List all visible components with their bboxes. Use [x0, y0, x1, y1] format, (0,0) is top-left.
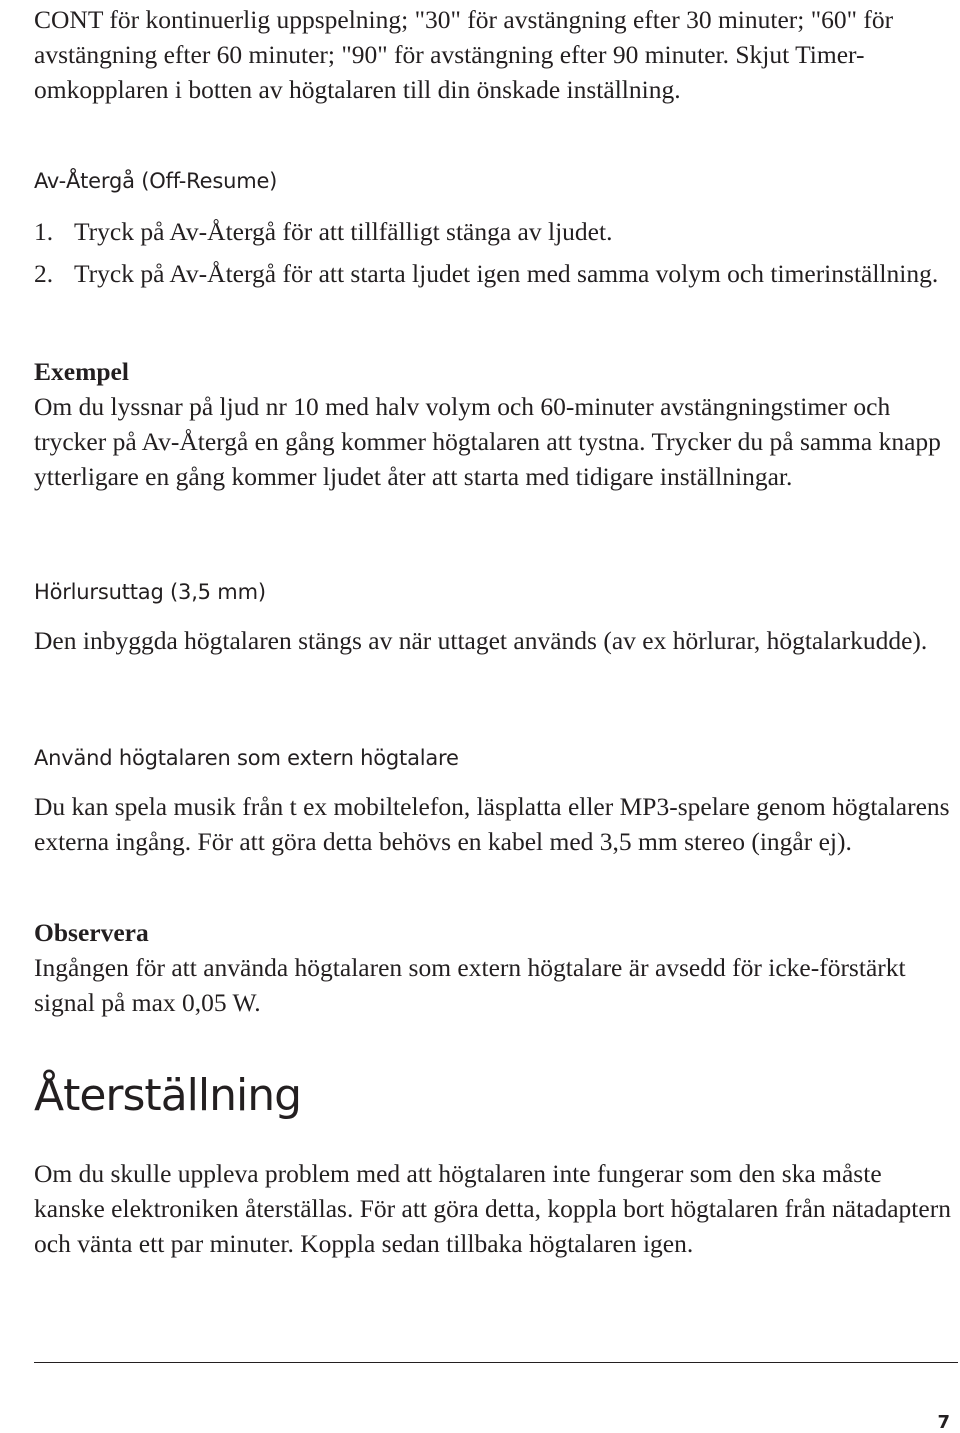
footer-divider [34, 1362, 958, 1363]
note-label: Observera [34, 918, 149, 947]
step-number: 1. [34, 217, 54, 246]
reset-text: Om du skulle uppleva problem med att högtalaren inte fungerar som den ska måste kanske elektroniken återställas. För att göra detta, koppla bort högtalaren från nätadaptern och vänta ett par minuter. Koppla sedan tillbaka högtalaren igen. [34, 1159, 951, 1258]
note-text: Ingången för att använda högtalaren som extern högtalare är avsedd för icke-förstärkt signal på max 0,05 W. [34, 953, 906, 1017]
external-speaker-heading: Använd högtalaren som extern högtalare [34, 746, 459, 770]
external-speaker-text: Du kan spela musik från t ex mobiltelefon, läsplatta eller MP3-spelare genom högtalarens externa ingång. För att göra detta behövs en kabel med 3,5 mm stereo (ingår ej). [34, 792, 950, 856]
off-resume-heading: Av-Återgå (Off-Resume) [34, 169, 278, 193]
page-number: 7 [937, 1412, 950, 1433]
headphone-jack-text: Den inbyggda högtalaren stängs av när uttaget används (av ex hörlurar, högtalarkudde). [34, 626, 928, 655]
example-label: Exempel [34, 357, 129, 386]
example-section [34, 354, 958, 494]
off-resume-step-2 [34, 256, 958, 291]
step-text: Tryck på Av-Återgå för att tillfälligt stänga av ljudet. [74, 217, 613, 246]
step-number: 2. [34, 259, 54, 288]
step-text: Tryck på Av-Återgå för att starta ljudet igen med samma volym och timerinställning. [74, 259, 939, 288]
headphone-jack-heading: Hörlursuttag (3,5 mm) [34, 580, 266, 604]
off-resume-step-1 [34, 214, 958, 249]
timer-intro-text: CONT för kontinuerlig uppspelning; "30" för avstängning efter 30 minuter; "60" för avstängning efter 60 minuter; "90" för avstängning efter 90 minuter. Skjut Timer-omkopplaren i botten av högtalaren till din önskade inställning. [34, 5, 894, 104]
note-section [34, 915, 958, 1020]
example-text: Om du lyssnar på ljud nr 10 med halv volym och 60-minuter avstängningstimer och trycker på Av-Återgå en gång kommer högtalaren att tystna. Trycker du på samma knapp ytterligare en gång kommer ljudet åter att starta med tidigare inställningar. [34, 392, 941, 491]
off-resume-steps [34, 214, 958, 291]
reset-title: Återställning [34, 1070, 302, 1121]
